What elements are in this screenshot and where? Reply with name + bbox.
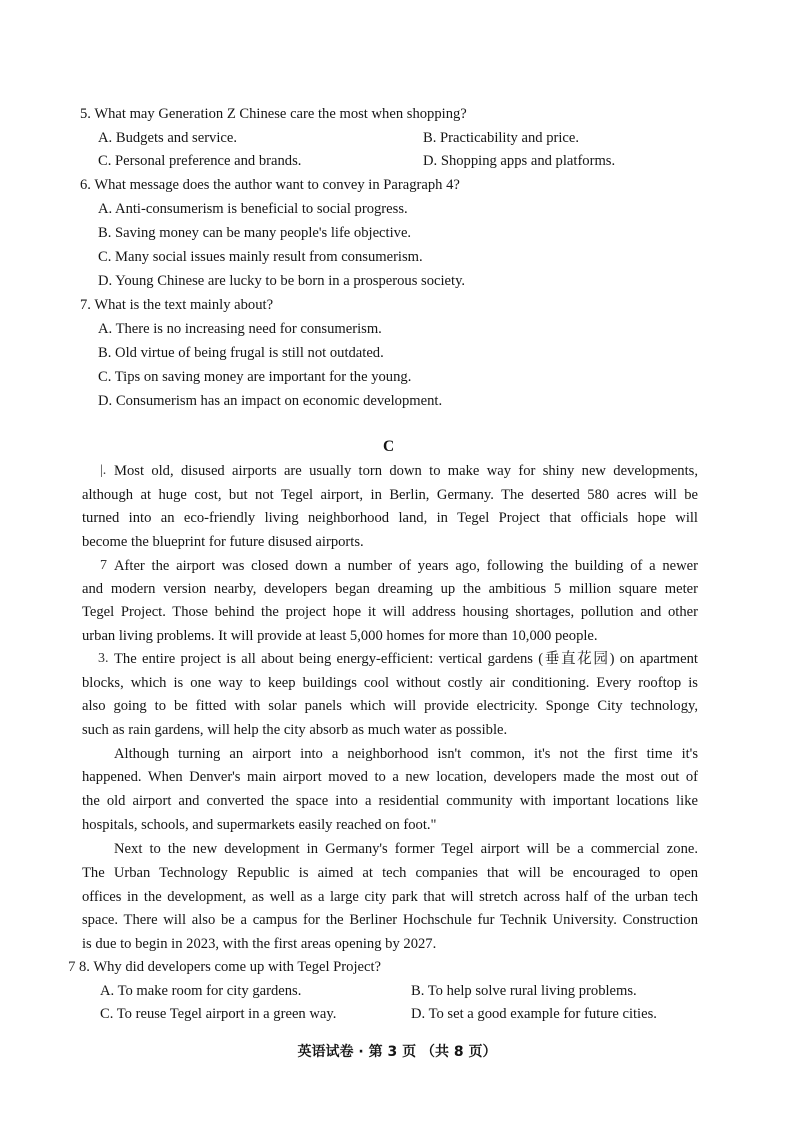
paragraph-1-mark: |. xyxy=(100,463,107,478)
question-7-option-d: D. Consumerism has an impact on economic development. xyxy=(98,393,443,409)
question-6-stem: 6. What message does the author want to convey in Paragraph 4? xyxy=(80,177,460,193)
paragraph-2-line-3: Tegel Project. Those behind the project hope it will address housing shortages, pollution and other xyxy=(82,604,698,620)
paragraph-5-line-4: space. There will also be a campus for the Berliner Hochschule fur Technik University. Construction xyxy=(82,912,698,928)
question-7-option-b: B. Old virtue of being frugal is still not outdated. xyxy=(98,345,384,361)
paragraph-5-line-2: The Urban Technology Republic is aimed at tech companies that will be encouraged to open xyxy=(82,865,698,881)
question-6-option-d: D. Young Chinese are lucky to be born in a prosperous society. xyxy=(98,273,466,289)
paragraph-2-line-4: urban living problems. It will provide at least 5,000 homes for more than 10,000 people. xyxy=(82,628,598,644)
question-6-option-c: C. Many social issues mainly result from consumerism. xyxy=(98,249,423,265)
paragraph-1-line-3: turned into an eco-friendly living neighborhood land, in Tegel Project that officials hope will xyxy=(82,510,698,526)
paragraph-5-line-5: is due to begin in 2023, with the first areas opening by 2027. xyxy=(82,936,437,952)
question-8-option-b: B. To help solve rural living problems. xyxy=(411,983,637,999)
paragraph-3-line-2: blocks, which is one way to keep buildings cool without costly air conditioning. Every rooftop is xyxy=(82,675,698,691)
paragraph-3-line-3: also going to be fitted with solar panels which will provide electricity. Sponge City technology, xyxy=(82,698,698,714)
paragraph-1-line-1: Most old, disused airports are usually torn down to make way for shiny new developments, xyxy=(114,463,698,479)
paragraph-2-mark: 7 xyxy=(100,558,107,573)
question-5-stem: 5. What may Generation Z Chinese care the most when shopping? xyxy=(80,106,467,122)
paragraph-3-line-1: The entire project is all about being energy-efficient: vertical gardens (垂直花园) on apartment xyxy=(114,651,698,667)
question-6-option-b: B. Saving money can be many people's life objective. xyxy=(98,225,412,241)
paragraph-4-line-1: Although turning an airport into a neighborhood isn't common, it's not the first time it's xyxy=(114,746,698,762)
question-8-option-d: D. To set a good example for future cities. xyxy=(411,1006,657,1022)
question-7-option-a: A. There is no increasing need for consumerism. xyxy=(98,321,382,337)
paragraph-4-line-4: hospitals, schools, and supermarkets easily reached on foot." xyxy=(82,817,437,833)
question-8-option-a: A. To make room for city gardens. xyxy=(100,983,302,999)
question-8-stem: 8. Why did developers come up with Tegel Project? xyxy=(79,959,381,975)
paragraph-3-mark: 3. xyxy=(98,651,109,666)
paragraph-4-line-3: the old airport and converted the space into a residential community with important locations like xyxy=(82,793,698,809)
question-8-option-c: C. To reuse Tegel airport in a green way. xyxy=(100,1006,337,1022)
paragraph-2-line-2: and modern version nearby, developers began dreaming up the ambitious 5 million square meter xyxy=(82,581,698,597)
paragraph-5-line-1: Next to the new development in Germany's former Tegel airport will be a commercial zone. xyxy=(114,841,698,857)
paragraph-3-line-4: such as rain gardens, will help the city absorb as much water as possible. xyxy=(82,722,508,738)
section-title: C xyxy=(383,438,395,455)
paragraph-1-line-2: although at huge cost, but not Tegel airport, in Berlin, Germany. The deserted 580 acres will be xyxy=(82,487,698,503)
question-6-option-a: A. Anti-consumerism is beneficial to social progress. xyxy=(98,201,408,217)
paragraph-2-line-1: After the airport was closed down a number of years ago, following the building of a newer xyxy=(114,558,698,574)
question-7-stem: 7. What is the text mainly about? xyxy=(80,297,274,313)
question-5-option-b: B. Practicability and price. xyxy=(423,130,580,146)
question-5-option-a: A. Budgets and service. xyxy=(98,130,238,146)
paragraph-1-line-4: become the blueprint for future disused airports. xyxy=(82,534,364,550)
paragraph-4-line-2: happened. When Denver's main airport moved to a new location, developers made the most out of xyxy=(82,769,698,785)
question-5-option-d: D. Shopping apps and platforms. xyxy=(423,153,616,169)
question-7-option-c: C. Tips on saving money are important for the young. xyxy=(98,369,412,385)
question-8-mark: 7 xyxy=(68,959,76,975)
question-5-option-c: C. Personal preference and brands. xyxy=(98,153,302,169)
paragraph-5-line-3: offices in the development, as well as a large city park that will stretch across half of the urban tech xyxy=(82,889,698,905)
page-footer: 英语试卷 · 第 3 页 （共 8 页） xyxy=(297,1044,497,1060)
